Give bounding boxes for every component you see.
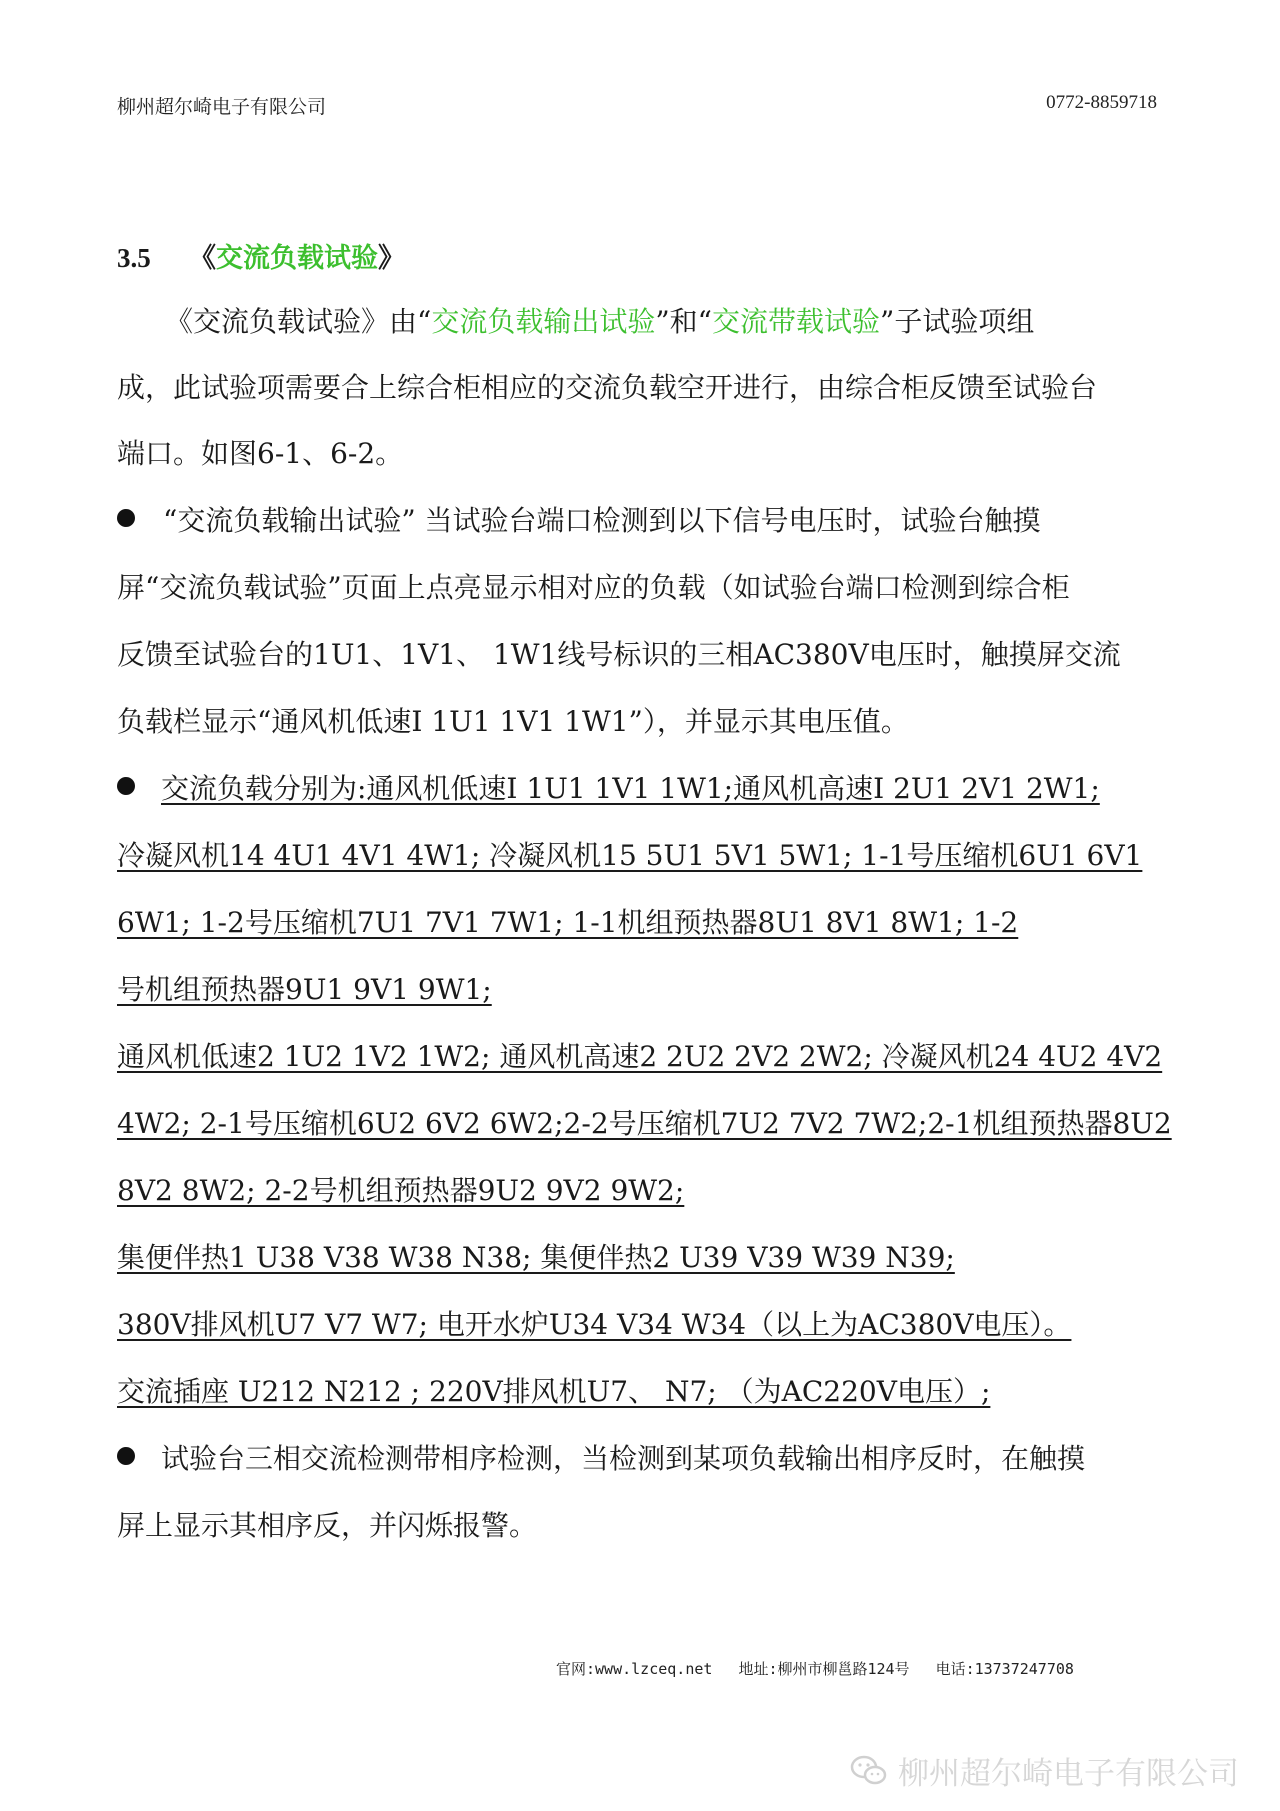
- title-open-bracket: 《: [189, 243, 216, 274]
- paragraph1-line3: 端口。如图6-1、6-2。: [117, 437, 404, 470]
- text-run: 集便伴热1 U38 V38 W38 N38; 集便伴热2 U39 V39 W39 N39;: [117, 1241, 955, 1274]
- bullet2-line7: [117, 1171, 684, 1211]
- text-run: 冷凝风机14 4U1 4V1 4W1; 冷凝风机15 5U1 5V1 5W1; 1-1号压缩机6U1 6V1: [117, 839, 1143, 872]
- bullet1-line1: [117, 501, 1041, 541]
- text-run: ”和“: [655, 305, 712, 338]
- text-run: 6W1; 1-2号压缩机7U1 7V1 7W1; 1-1机组预热器8U1 8V1 8W1; 1-2: [117, 906, 1019, 939]
- watermark: [850, 1748, 1239, 1793]
- text-run: 4W2; 2-1号压缩机6U2 6V2 6W2;2-2号压缩机7U2 7V2 7W2;2-1机组预热器8U2: [117, 1107, 1172, 1140]
- paragraph1-line2: 成，此试验项需要合上综合柜相应的交流负载空开进行，由综合柜反馈至试验台: [117, 371, 1098, 404]
- bullet1-line2: 屏“交流负载试验”页面上点亮显示相对应的负载（如试验台端口检测到综合柜: [117, 571, 1070, 604]
- bullet2-line8: [117, 1238, 955, 1278]
- text-run: 试验台三相交流检测带相序检测，当检测到某项负载输出相序反时，在触摸: [161, 1442, 1086, 1475]
- text-run: 8V2 8W2; 2-2号机组预热器9U2 9V2 9W2;: [117, 1174, 685, 1207]
- footer-website: 官网:www.lzceq.net: [556, 1660, 713, 1678]
- text-run: “交流负载输出试验” 当试验台端口检测到以下信号电压时，试验台触摸: [163, 504, 1041, 537]
- bullet-icon: [117, 509, 135, 527]
- wechat-icon: [850, 1755, 888, 1787]
- page-header: [117, 92, 1157, 119]
- text-run: 380V排风机U7 V7 W7; 电开水炉U34 V34 W34（以上为AC380V电压）。: [117, 1308, 1072, 1341]
- text-run: 《交流负载试验》由“: [165, 305, 432, 338]
- text-run: 交流负载分别为:通风机低速Ⅰ 1U1 1V1 1W1;通风机高速Ⅰ 2U1 2V1 2W1;: [161, 772, 1100, 805]
- text-run: 通风机低速2 1U2 1V2 1W2; 通风机高速2 2U2 2V2 2W2; 冷凝风机24 4U2 4V2: [117, 1040, 1163, 1073]
- bullet3-line1: [117, 1439, 1085, 1479]
- header-phone: 0772-8859718: [1046, 92, 1157, 113]
- section-heading: [117, 236, 405, 275]
- bullet2-line9: [117, 1305, 1071, 1345]
- bullet-icon: [117, 1447, 135, 1465]
- highlight-ac-on-load: 交流带载试验: [711, 305, 880, 338]
- bullet2-line3: [117, 903, 1018, 943]
- bullet2-line6: [117, 1104, 1172, 1144]
- bullet2-line10: [117, 1372, 990, 1412]
- footer-phone: 电话:13737247708: [935, 1660, 1074, 1678]
- watermark-text: 柳州超尔崎电子有限公司: [898, 1756, 1239, 1792]
- bullet2-line5: [117, 1037, 1162, 1077]
- footer-address: 地址:柳州市柳邕路124号: [738, 1660, 910, 1678]
- bullet3-line2: 屏上显示其相序反，并闪烁报警。: [117, 1509, 538, 1542]
- bullet2-line2: [117, 836, 1142, 876]
- text-run: ”子试验项组: [880, 305, 1035, 338]
- text-run: 号机组预热器9U1 9V1 9W1;: [117, 973, 492, 1006]
- section-title: 交流负载试验: [216, 243, 378, 274]
- text-run: 交流插座 U212 N212 ; 220V排风机U7、 N7; （为AC220V电压）;: [117, 1375, 991, 1408]
- bullet2-line4: [117, 970, 492, 1010]
- title-close-bracket: 》: [378, 243, 405, 274]
- bullet-icon: [117, 777, 135, 795]
- page-footer: [556, 1658, 1074, 1679]
- bullet1-line4: 负载栏显示“通风机低速Ⅰ 1U1 1V1 1W1”），并显示其电压值。: [117, 705, 909, 738]
- paragraph1-line1: [165, 302, 1034, 342]
- bullet1-line3: 反馈至试验台的1U1、1V1、 1W1线号标识的三相AC380V电压时，触摸屏交流: [117, 638, 1121, 671]
- bullet2-line1: [117, 769, 1100, 809]
- header-company: 柳州超尔崎电子有限公司: [117, 96, 327, 118]
- highlight-ac-load-output: 交流负载输出试验: [431, 305, 656, 338]
- section-number: 3.5: [117, 243, 151, 273]
